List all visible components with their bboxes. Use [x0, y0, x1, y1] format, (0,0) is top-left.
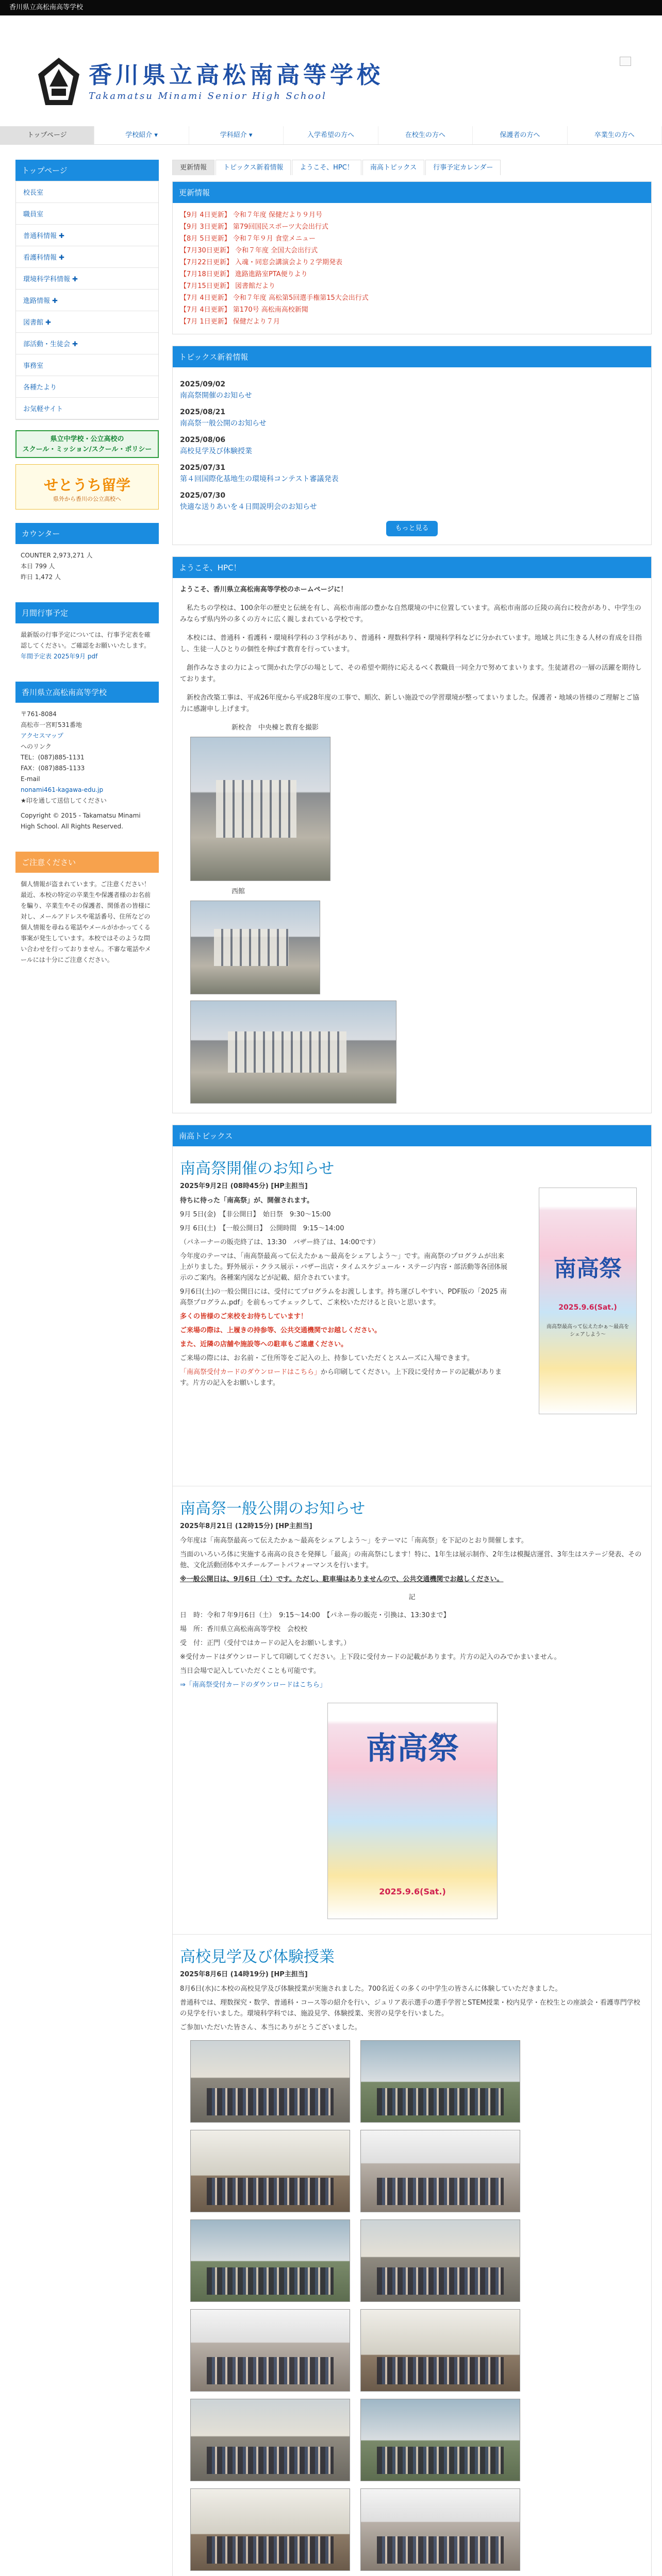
- top-bar: [0, 0, 662, 15]
- article-body: ご来場の際には、お名前・ご住所等をご記入の上、持参していただくとスムーズに入場できます。: [180, 1354, 474, 1362]
- event-photo: [190, 2219, 350, 2302]
- counter-yesterday: 昨日 1,472 人: [21, 573, 61, 581]
- reception-card-link-2[interactable]: ⇒「南高祭受付カードのダウンロードはこちら」: [180, 1681, 326, 1689]
- topic-title[interactable]: 高校見学及び体験授業: [180, 447, 252, 455]
- caution-header: ご注意ください: [15, 852, 159, 873]
- poster-date: 2025.9.6(Sat.): [379, 1887, 446, 1896]
- nav-students[interactable]: 在校生の方へ: [378, 126, 473, 144]
- side-item-library[interactable]: 図書館 ✚: [16, 311, 158, 333]
- update-line[interactable]: 【9月 4日更新】 令和７年度 保健だより９月号: [180, 211, 322, 219]
- email-label: E-mail: [21, 775, 40, 783]
- side-item-general[interactable]: 普通科情報 ✚: [16, 225, 158, 246]
- photo-caption-1: 新校舎 中央棟と教育を撮影: [231, 724, 319, 732]
- links-text: へのリンク: [21, 743, 52, 750]
- topics-header: トピックス新着情報: [173, 346, 651, 367]
- event-photo: [360, 2130, 520, 2212]
- article-title[interactable]: 南高祭一般公開のお知らせ: [180, 1500, 366, 1518]
- topic-date: 2025/09/02: [180, 380, 226, 388]
- west-building-photo: [190, 901, 320, 994]
- poster-theme: 南高祭最高って伝えたかぁ〜最高をシェアしよう〜: [547, 1324, 629, 1337]
- detail-row: ※受付カードはダウンロードして印刷してください。上下段に受付カードの記載があります。片方の記入のみでかまいません。: [180, 1653, 561, 1661]
- event-photo: [360, 2040, 520, 2123]
- tab-updates[interactable]: 更新情報: [172, 160, 214, 175]
- detail-row: 日 時：令和７年9月6日（土） 9:15〜14:00 【パネー券の販売・引換は、13:30まで】: [180, 1612, 450, 1619]
- event-photo: [360, 2309, 520, 2392]
- side-item-clubs[interactable]: 部活動・生徒会 ✚: [16, 333, 158, 354]
- event-photo: [190, 2309, 350, 2392]
- update-line[interactable]: 【7月15日更新】 図書館だより: [180, 282, 275, 290]
- tab-minami-topics[interactable]: 南高トピックス: [362, 160, 424, 175]
- side-menu-header[interactable]: トップページ: [15, 160, 159, 181]
- photo-caption-2: 西館: [231, 888, 245, 895]
- festival-poster-image[interactable]: [539, 1188, 637, 1414]
- welcome-para: 創作みなさまの力によって開かれた学びの場として、その希望や期待に応えるべく教職員一同全力で努めてまいります。生徒諸君の一層の活躍を期待しております。: [180, 664, 642, 683]
- side-item-career[interactable]: 進路情報 ✚: [16, 290, 158, 311]
- side-item-nursing[interactable]: 看護科情報 ✚: [16, 246, 158, 268]
- update-line[interactable]: 【7月18日更新】 進路進路室PTA便りより: [180, 270, 308, 278]
- article-warning: 多くの皆様のご来校をお待ちしています！: [180, 1313, 308, 1320]
- article-notice: ※一般公開日は、9月6日（土）です。ただし、駐車場はありませんので、公共交通機関でお越しください。: [180, 1575, 504, 1583]
- nav-top[interactable]: トップページ: [0, 126, 94, 144]
- access-map-link[interactable]: アクセスマップ: [21, 732, 63, 739]
- article-title[interactable]: 南高祭開催のお知らせ: [180, 1160, 335, 1178]
- more-topics-button[interactable]: もっと見る: [386, 521, 438, 536]
- welcome-para: 本校には、普通科・看護科・環境科学科の３学科があり、普通科・理数科学科・環境科学科などに分かれています。地域と共に生きる人材の育成を目指し、生徒一人ひとりの個性を伸ばす教育を行っています。: [180, 634, 642, 653]
- welcome-box: [172, 556, 652, 1113]
- article-body: 今年度は「南高祭最高って伝えたかぁ〜最高をシェアしよう〜」をテーマに「南高祭」を下記のとおり開催します。: [180, 1537, 528, 1545]
- postal-code: 〒761-8084: [21, 710, 57, 718]
- nav-school-intro[interactable]: 学校紹介 ▾: [94, 126, 189, 144]
- welcome-header: ようこそ、HPC！: [173, 557, 651, 578]
- main-tabs: [172, 160, 652, 175]
- article-body: ご参加いただいた皆さん、本当にありがとうございました。: [180, 2024, 361, 2031]
- tab-welcome[interactable]: ようこそ、HPC！: [292, 160, 361, 175]
- email-notice: ★印を通して送信してください: [21, 797, 107, 804]
- fax: FAX：(087)885-1133: [21, 765, 85, 772]
- schedule-row: 9月 5日(金) 【非公開日】 始日祭 9:30〜15:00: [180, 1211, 331, 1218]
- school-name: 香川県立高松南高等学校: [89, 61, 384, 89]
- poster-date: 2025.9.6(Sat.): [558, 1303, 617, 1312]
- tab-topics[interactable]: トピックス新着情報: [216, 160, 291, 175]
- update-line[interactable]: 【7月 4日更新】 令和７年度 高松第5回選手権第15大会出行式: [180, 294, 369, 302]
- minami-topics-header: 南高トピックス: [173, 1125, 651, 1146]
- detail-row: 受 付：正門（受付ではカードの記入をお願いします。）: [180, 1639, 351, 1647]
- school-info-header: 香川県立高松南高等学校: [15, 682, 159, 703]
- tab-calendar[interactable]: 行事予定カレンダー: [425, 160, 501, 175]
- counter-section: [15, 523, 159, 589]
- setouchi-study-banner[interactable]: [15, 464, 159, 510]
- event-photo: [190, 2040, 350, 2123]
- caution-text: 個人情報が盗まれています。ご注意ください！ 最近、本校の特定の卒業生や保護者様のお名前を騙り、卒業生やその保護者、関係者の皆様に対し、メールアドレスや電話番号、住所などの個人情報を尋ねる電話やメールがかかってくる事案が発生しています。本校ではそのような問い合わせを行っておりません。不審な電話やメールには十分にご注意ください。: [15, 873, 159, 972]
- article-body: 8月6日(水)に本校の高校見学及び体験授業が実施されました。700名近くの多くの中学生の皆さんに体験していただきました。: [180, 1985, 562, 1993]
- article-meta: 2025年8月21日 (12時15分) [HP主担当]: [180, 1522, 312, 1530]
- schedule-header: 月間行事予定: [15, 602, 159, 623]
- article-body: 当面のいろいろ体に実施する南高の良さを発揮し「最高」の南高祭にします！特に、1年生は展示制作、2年生は模擬店運営、3年生はステージ発表、その他、文化活動団体やスチールアートパフォーマンスを行います。: [180, 1551, 642, 1569]
- article-body: 普通科では、理数探究・数学、普通科・コース等の紹介を行い、ジュリア表示選手の選手学習とSTEM授業・校内見学・在校生との座談会・看護専門学校の見学を行いました。環境科学科では、施設見学、体験授業、実習の見学を行いました。: [180, 1999, 640, 2018]
- poster-title: 南高祭: [366, 1731, 459, 1767]
- article-title[interactable]: 高校見学及び体験授業: [180, 1948, 335, 1966]
- topic-title[interactable]: 第４回国際化基地生の環境科コンテスト審議発表: [180, 475, 339, 483]
- article-center-mark: 記: [408, 1594, 416, 1601]
- caution-section: [15, 852, 159, 972]
- banner1-line2: スクール・ミッション/スクール・ポリシー: [22, 446, 152, 453]
- copyright: Copyright © 2015 - Takamatsu Minami High School. All Rights Reserved.: [21, 812, 141, 830]
- topic-title[interactable]: 南高祭一般公開のお知らせ: [180, 419, 267, 428]
- article-body: 9月6日(土)の一般公開日には、受付にてプログラムをお渡しします。持ち運びしやすい、PDF版の「2025 南高祭プログラム.pdf」を前もってチェックして、ご来校いただけると良いと思います。: [180, 1288, 507, 1307]
- topics-box: [172, 346, 652, 545]
- updates-header: 更新情報: [173, 182, 651, 203]
- email-link[interactable]: nonami461-kagawa-edu.jp: [21, 786, 104, 793]
- main-content: [172, 160, 652, 2576]
- topic-date: 2025/07/30: [180, 492, 226, 500]
- side-item-letters[interactable]: 各種たより: [16, 376, 158, 398]
- updates-box: [172, 181, 652, 334]
- detail-row: 場 所：香川県立高松南高等学校 会校校: [180, 1625, 308, 1633]
- schedule-text: 最新版の行事予定については、行事予定表を確認してください。ご確認をお願いいたします。: [21, 631, 151, 649]
- side-menu: [15, 181, 159, 420]
- nav-prospective[interactable]: 入学希望の方へ: [284, 126, 378, 144]
- banner1-line1: 県立中学校・公立高校の: [50, 435, 124, 443]
- site-header: [0, 15, 662, 121]
- detail-row: 当日会場で記入していただくことも可能です。: [180, 1667, 320, 1675]
- event-photo: [360, 2219, 520, 2302]
- article-festival: [173, 1146, 651, 1486]
- side-item-env-science[interactable]: 環境科学科情報 ✚: [16, 268, 158, 290]
- event-photo: [190, 2130, 350, 2212]
- nav-departments[interactable]: 学科紹介 ▾: [189, 126, 284, 144]
- banner2-sub: 県外から香川の公立高校へ: [53, 496, 121, 502]
- photo-grid: [190, 2040, 644, 2576]
- campus-cherry-photo: [190, 1001, 396, 1104]
- address: 高松市一宮町531番地: [21, 721, 82, 728]
- article-campus-visit: [173, 1935, 651, 2576]
- minami-topics-box: [172, 1125, 652, 2576]
- side-item-staff[interactable]: 職員室: [16, 203, 158, 225]
- event-photo: [360, 2488, 520, 2571]
- counter-header: カウンター: [15, 523, 159, 544]
- article-body: 今年度のテーマは、「南高祭最高って伝えたかぁ〜最高をシェアしよう〜」です。南高祭のプログラムが出来上がりました。野外展示・クラス展示・バザー出店・タイムスケジュール・ステージ内容・部活動等各団体展示のご案内。各種案内図などが記載、紹介されています。: [180, 1252, 508, 1282]
- welcome-lead: ようこそ、香川県立高松南高等学校のホームページに！: [180, 586, 347, 594]
- school-info-section: [15, 682, 159, 838]
- nav-parents[interactable]: 保護者の方へ: [473, 126, 567, 144]
- side-item-principal[interactable]: 校長室: [16, 181, 158, 203]
- schedule-section: [15, 602, 159, 668]
- article-meta: 2025年8月6日 (14時19分) [HP主担当]: [180, 1971, 308, 1978]
- update-line[interactable]: 【7月 4日更新】 第170号 高松南高校新聞: [180, 306, 308, 314]
- article-lead: 待ちに待った「南高祭」が、開催されます。: [180, 1197, 313, 1205]
- counter-total: COUNTER 2,973,271 人: [21, 552, 93, 559]
- school-name-en: Takamatsu Minami Senior High School: [89, 91, 327, 101]
- school-mission-banner[interactable]: [15, 430, 159, 458]
- topic-date: 2025/08/21: [180, 408, 226, 416]
- left-sidebar: [15, 160, 159, 972]
- topic-title[interactable]: 南高祭開催のお知らせ: [180, 392, 252, 400]
- global-nav: [0, 126, 662, 145]
- article-warning: また、近隣の店舗や施設等への駐車もご遠慮ください。: [180, 1341, 348, 1348]
- update-line[interactable]: 【9月 3日更新】 第79回国民スポーツ大会出行式: [180, 223, 328, 231]
- site-logo[interactable]: [36, 56, 384, 109]
- nav-graduates[interactable]: 卒業生の方へ: [568, 126, 662, 144]
- article-warning: ご来場の際は、上履きの持参等、公共交通機関でお越しください。: [180, 1327, 382, 1334]
- side-item-casual[interactable]: お気軽サイト: [16, 398, 158, 419]
- school-emblem-icon: [36, 56, 81, 109]
- counter-today: 本日 799 人: [21, 563, 55, 570]
- header-image-placeholder: [620, 57, 631, 66]
- article-body: から印刷してください。上下段に受付カードの記載があります。片方の記入をお願いします。: [180, 1368, 502, 1387]
- side-item-office[interactable]: 事務室: [16, 354, 158, 376]
- welcome-para: 私たちの学校は、100余年の歴史と伝統を有し、高松市南部の豊かな自然環境の中に位置しています。高松市南部の丘陵の高台に校舎があり、中学生のみならず県内外の多くの方々に広く親しまれている学校です。: [180, 604, 641, 623]
- event-photo: [360, 2399, 520, 2481]
- update-line[interactable]: 【8月 5日更新】 令和７年９月 食堂メニュー: [180, 235, 316, 243]
- article-meta: 2025年9月2日 (08時45分) [HP主担当]: [180, 1182, 308, 1190]
- festival-poster-large[interactable]: [327, 1703, 498, 1919]
- topic-title[interactable]: 快適な送りあいを４日間説明会のお知らせ: [180, 503, 317, 511]
- event-photo: [190, 2488, 350, 2571]
- schedule-link[interactable]: 年間予定表 2025年9月 pdf: [21, 653, 98, 660]
- welcome-para: 新校舎改築工事は、平成26年度から平成28年度の工事で、順次、新しい施設での学習環境が整ってまいりました。保護者・地域の皆様のご理解とご協力に感謝申し上げます。: [180, 694, 639, 713]
- poster-title: 南高祭: [554, 1256, 622, 1282]
- article-open-day: [173, 1486, 651, 1935]
- banner2-main: せとうち留学: [43, 477, 130, 494]
- update-line[interactable]: 【7月 1日更新】 保健だより７月: [180, 318, 280, 326]
- tel: TEL：(087)885-1131: [21, 754, 85, 761]
- topic-date: 2025/07/31: [180, 464, 226, 472]
- topic-date: 2025/08/06: [180, 436, 226, 444]
- update-line[interactable]: 【7月30日更新】 令和７年度 全国大会出行式: [180, 247, 318, 255]
- schedule-row: （パネーナーの販売終了は、13:30 バザー終了は、14:00です）: [180, 1239, 379, 1246]
- update-line[interactable]: 【7月22日更新】 入魂・同窓会講演会より２学期発表: [180, 259, 342, 266]
- reception-card-link[interactable]: 「南高祭受付カードのダウンロードはこちら」: [180, 1368, 321, 1376]
- schedule-row: 9月 6日(土) 【一般公開日】 公開時間 9:15〜14:00: [180, 1225, 344, 1232]
- new-building-photo: [190, 737, 330, 881]
- event-photo: [190, 2399, 350, 2481]
- top-bar-title: 香川県立高松南高等学校: [9, 4, 84, 11]
